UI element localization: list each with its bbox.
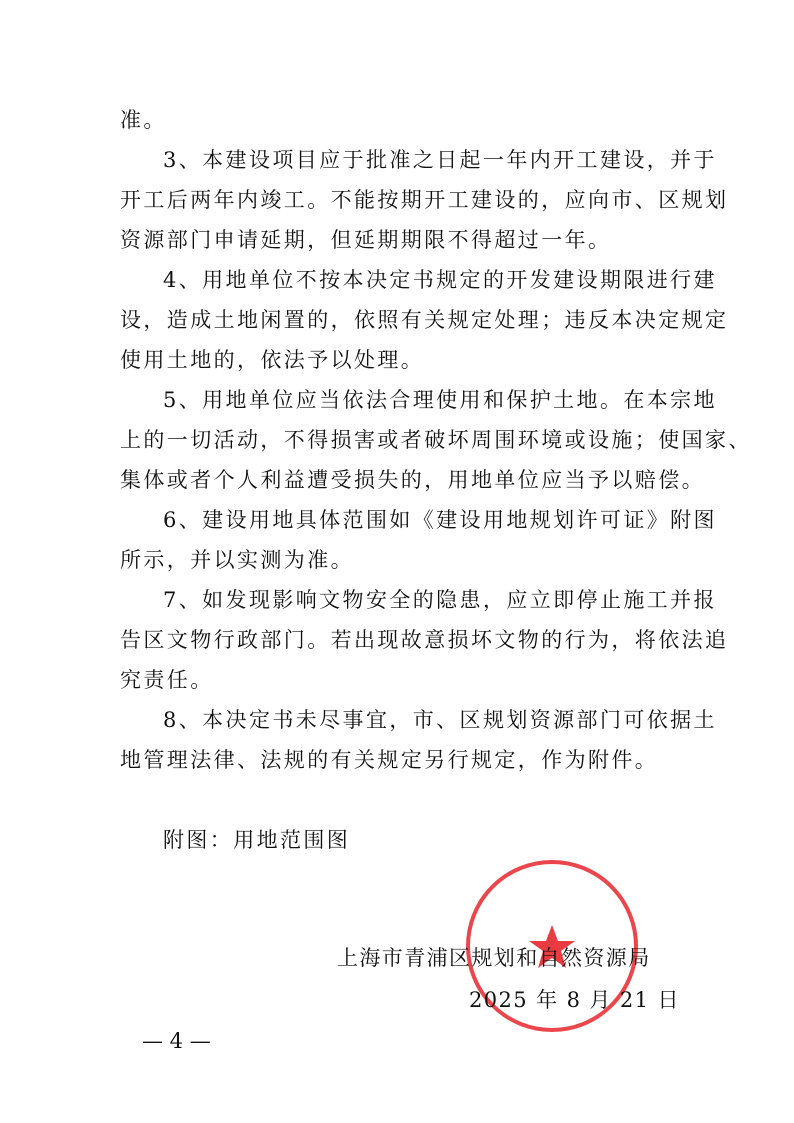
text-line: 4、用地单位不按本决定书规定的开发建设期限进行建 (163, 268, 717, 292)
text-line: 3、本建设项目应于批准之日起一年内开工建设，并于 (163, 148, 717, 172)
attachment-label: 附图：用地范围图 (163, 828, 351, 852)
text-line: 使用土地的，依法予以处理。 (120, 348, 425, 372)
text-line: 集体或者个人利益遭受损失的，用地单位应当予以赔偿。 (120, 468, 705, 492)
text-line: 5、用地单位应当依法合理使用和保护土地。在本宗地 (163, 388, 717, 412)
text-line: 设，造成土地闲置的，依照有关规定处理；违反本决定规定 (120, 308, 729, 332)
text-line: 所示，并以实测为准。 (120, 548, 354, 572)
signature-organization: 上海市青浦区规划和自然资源局 (337, 946, 651, 970)
signature-date: 2025 年 8 月 21 日 (469, 988, 680, 1012)
text-line: 8、本决定书未尽事宜，市、区规划资源部门可依据土 (163, 708, 717, 732)
text-line: 准。 (120, 108, 167, 132)
page-number: — 4 — (142, 1029, 211, 1053)
text-line: 开工后两年内竣工。不能按期开工建设的，应向市、区规划 (120, 188, 729, 212)
text-line: 7、如发现影响文物安全的隐患，应立即停止施工并报 (163, 588, 717, 612)
text-line: 地管理法律、法规的有关规定另行规定，作为附件。 (120, 748, 659, 772)
text-line: 资源部门申请延期，但延期期限不得超过一年。 (120, 228, 612, 252)
text-line: 6、建设用地具体范围如《建设用地规划许可证》附图 (163, 508, 717, 532)
text-line: 上的一切活动，不得损害或者破坏周围环境或设施；使国家、 (120, 428, 752, 452)
text-line: 告区文物行政部门。若出现故意损坏文物的行为，将依法追 (120, 628, 729, 652)
text-line: 究责任。 (120, 668, 214, 692)
